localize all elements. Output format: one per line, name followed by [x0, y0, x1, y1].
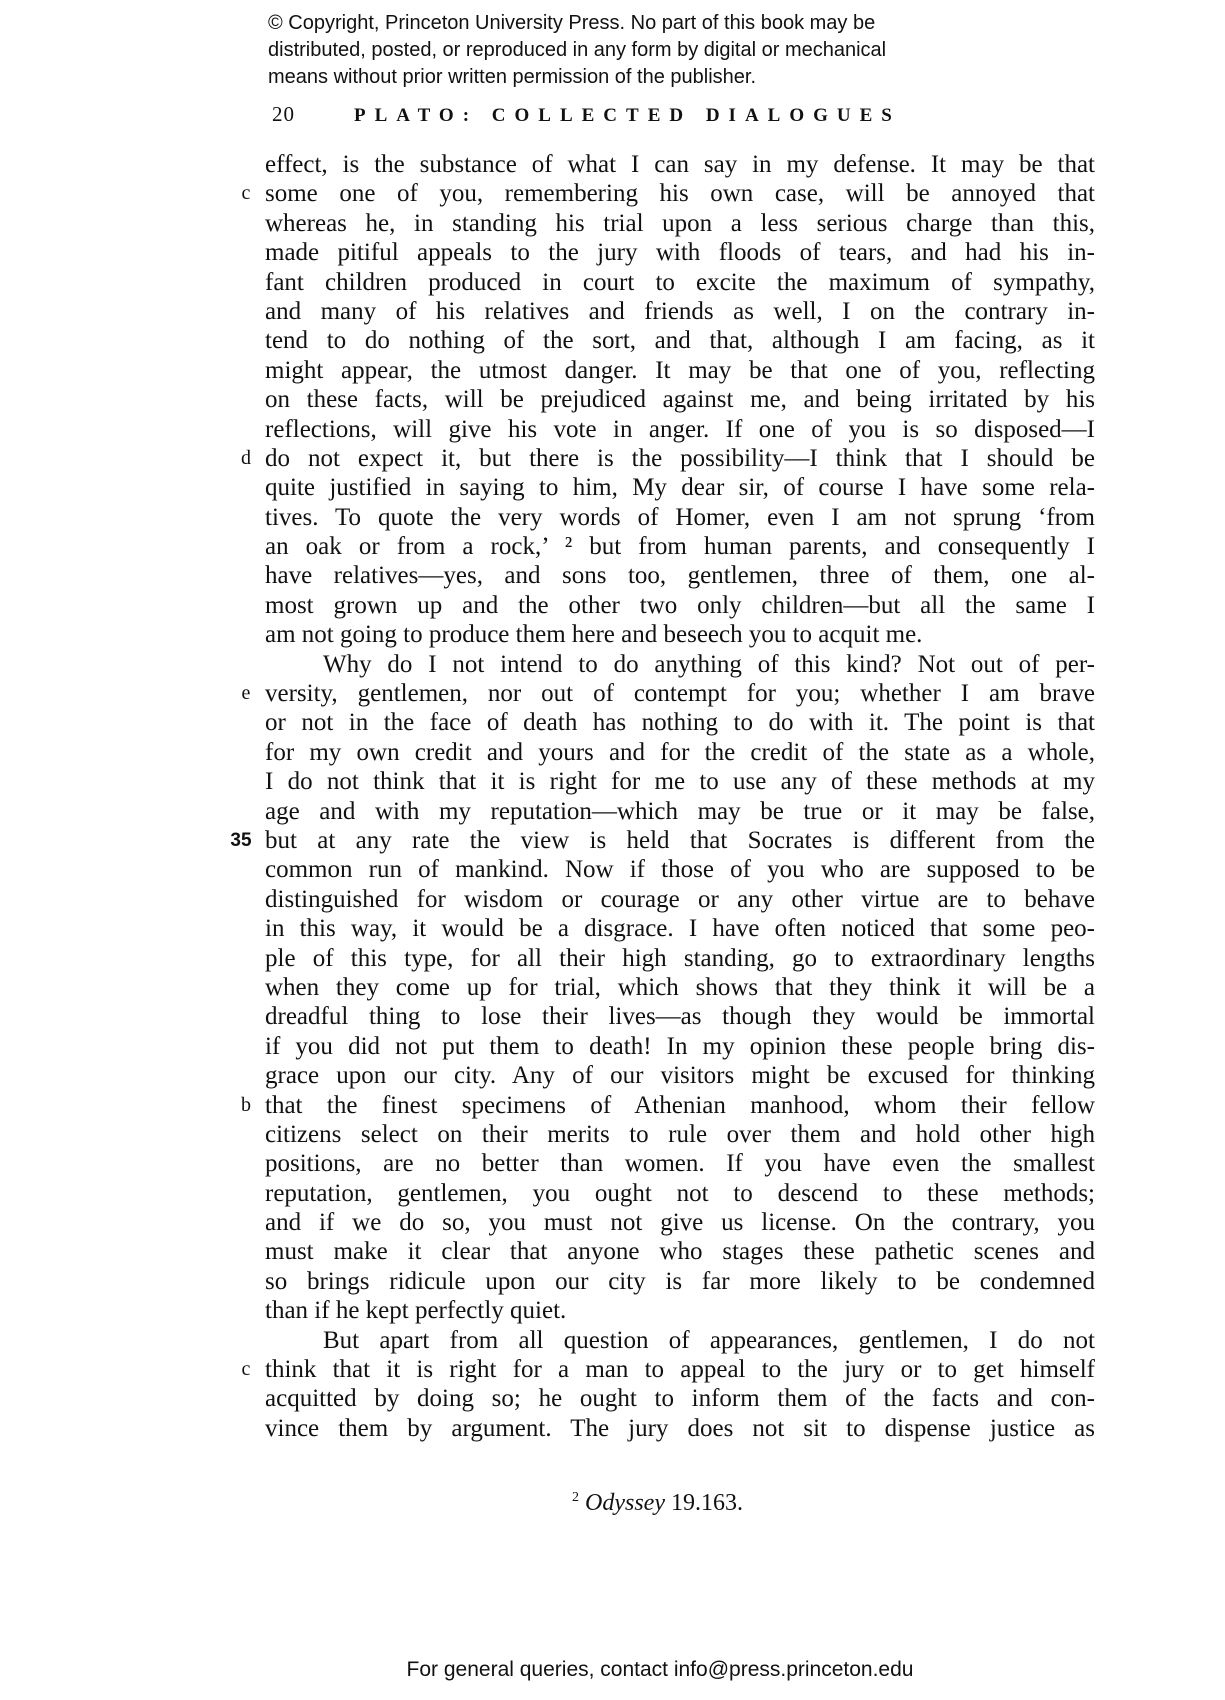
line-text: on these facts, will be prejudiced against me, and being irritated by his [265, 386, 1095, 414]
line-text: in this way, it would be a disgrace. I have often noticed that some peo- [265, 915, 1095, 943]
text-line [0, 326, 1225, 355]
text-line [0, 1002, 1225, 1031]
text-line [0, 1237, 1225, 1266]
text-line [0, 503, 1225, 532]
line-text: and many of his relatives and friends as well, I on the contrary in- [265, 297, 1095, 325]
line-text: vince them by argument. The jury does not sit to dispense justice as [265, 1414, 1095, 1442]
text-line [0, 591, 1225, 620]
line-text: for my own credit and yours and for the credit of the state as a whole, [265, 738, 1095, 766]
line-text: reputation, gentlemen, you ought not to descend to these methods; [265, 1179, 1095, 1207]
text-line [0, 1061, 1225, 1090]
section-marker: b [241, 1093, 251, 1116]
section-marker: c [241, 1358, 251, 1381]
line-text: acquitted by doing so; he ought to inform them of the facts and con- [265, 1385, 1095, 1413]
text-line [0, 708, 1225, 737]
text-line [0, 532, 1225, 561]
text-line [0, 944, 1225, 973]
text-line [0, 1296, 1225, 1325]
line-text: reflections, will give his vote in anger. If one of you is so disposed—I [265, 415, 1095, 443]
footnote-reference: 19.163. [670, 1490, 743, 1516]
text-line [0, 1414, 1225, 1443]
text-line [0, 1208, 1225, 1237]
line-text: fant children produced in court to excite the maximum of sympathy, [265, 268, 1095, 296]
line-text: positions, are no better than women. If you have even the smallest [265, 1150, 1095, 1178]
text-line [0, 1384, 1225, 1413]
line-text: must make it clear that anyone who stages these pathetic scenes and [265, 1238, 1095, 1266]
text-line [0, 238, 1225, 267]
text-line [0, 209, 1225, 238]
line-text: But apart from all question of appearances, gentlemen, I do not [323, 1326, 1095, 1354]
section-marker: d [241, 446, 251, 469]
text-line [0, 797, 1225, 826]
copyright-line: distributed, posted, or reproduced in any form by digital or mechanical [268, 39, 887, 61]
page-number: 20 [272, 102, 295, 126]
text-line [0, 767, 1225, 796]
text-line [0, 561, 1225, 590]
text-line [0, 650, 1225, 679]
line-text: or not in the face of death has nothing to do with it. The point is that [265, 709, 1095, 737]
text-line [0, 855, 1225, 884]
line-text: most grown up and the other two only children—but all the same I [265, 591, 1095, 619]
line-text: am not going to produce them here and beseech you to acquit me. [265, 621, 923, 649]
line-text: ple of this type, for all their high standing, go to extraordinary lengths [265, 944, 1095, 972]
contact-line: For general queries, contact info@press.princeton.edu [406, 1658, 914, 1681]
line-text: made pitiful appeals to the jury with floods of tears, and had his in- [265, 239, 1095, 267]
line-text: common run of mankind. Now if those of you who are supposed to be [265, 856, 1095, 884]
line-text: some one of you, remembering his own case, will be annoyed that [265, 180, 1095, 208]
text-line [0, 444, 1225, 473]
text-line [0, 738, 1225, 767]
text-line [0, 473, 1225, 502]
copyright-line: means without prior written permission of the publisher. [268, 66, 757, 88]
text-line [0, 1355, 1225, 1384]
line-text: that the finest specimens of Athenian manhood, whom their fellow [265, 1091, 1095, 1119]
text-line [0, 297, 1225, 326]
text-line [0, 415, 1225, 444]
text-line [0, 973, 1225, 1002]
text-line [0, 356, 1225, 385]
line-text: Why do I not intend to do anything of this kind? Not out of per- [323, 650, 1095, 678]
line-text: have relatives—yes, and sons too, gentlemen, three of them, one al- [265, 562, 1095, 590]
line-text: tend to do nothing of the sort, and that, although I am facing, as it [265, 327, 1095, 355]
section-marker: c [241, 182, 251, 205]
text-line [0, 1179, 1225, 1208]
text-line [0, 1326, 1225, 1355]
line-text: citizens select on their merits to rule over them and hold other high [265, 1120, 1095, 1148]
text-line [0, 914, 1225, 943]
line-text: an oak or from a rock,’ ² but from human parents, and consequently I [265, 533, 1095, 561]
line-number: 35 [230, 829, 252, 851]
text-line [0, 268, 1225, 297]
running-head [272, 102, 901, 127]
line-text: if you did not put them to death! In my opinion these people bring dis- [265, 1032, 1095, 1060]
footnote-marker: 2 [572, 1490, 580, 1505]
footnote [0, 1490, 1225, 1517]
line-text: than if he kept perfectly quiet. [265, 1297, 567, 1325]
line-text: quite justified in saying to him, My dear sir, of course I have some rela- [265, 474, 1095, 502]
text-line [0, 826, 1225, 855]
line-text: I do not think that it is right for me to use any of these methods at my [265, 768, 1095, 796]
body-text [0, 150, 1225, 1443]
book-title: PLATO: COLLECTED DIALOGUES [354, 105, 901, 126]
line-text: and if we do so, you must not give us license. On the contrary, you [265, 1209, 1095, 1237]
line-text: might appear, the utmost danger. It may be that one of you, reflecting [265, 356, 1095, 384]
text-line [0, 150, 1225, 179]
text-line [0, 1032, 1225, 1061]
copyright-line: © Copyright, Princeton University Press. No part of this book may be [268, 12, 876, 34]
text-line [0, 620, 1225, 649]
text-line [0, 1120, 1225, 1149]
text-line [0, 179, 1225, 208]
line-text: dreadful thing to lose their lives—as though they would be immortal [265, 1003, 1095, 1031]
text-line [0, 1149, 1225, 1178]
text-line [0, 885, 1225, 914]
line-text: so brings ridicule upon our city is far more likely to be condemned [265, 1267, 1095, 1295]
line-text: do not expect it, but there is the possibility—I think that I should be [265, 444, 1095, 472]
line-text: age and with my reputation—which may be true or it may be false, [265, 797, 1095, 825]
text-line [0, 1091, 1225, 1120]
footnote-work: Odyssey [585, 1490, 665, 1516]
copyright-notice [268, 10, 1068, 91]
line-text: when they come up for trial, which shows that they think it will be a [265, 973, 1095, 1001]
line-text: whereas he, in standing his trial upon a less serious charge than this, [265, 209, 1095, 237]
text-line [0, 1267, 1225, 1296]
section-marker: e [241, 682, 251, 705]
line-text: grace upon our city. Any of our visitors might be excused for thinking [265, 1062, 1095, 1090]
line-text: distinguished for wisdom or courage or any other virtue are to behave [265, 885, 1095, 913]
line-text: tives. To quote the very words of Homer, even I am not sprung ‘from [265, 503, 1095, 531]
line-text: think that it is right for a man to appeal to the jury or to get himself [265, 1356, 1095, 1384]
line-text: versity, gentlemen, nor out of contempt for you; whether I am brave [265, 680, 1095, 708]
text-line [0, 679, 1225, 708]
line-text: but at any rate the view is held that Socrates is different from the [265, 826, 1095, 854]
line-text: effect, is the substance of what I can say in my defense. It may be that [265, 151, 1095, 178]
text-line [0, 385, 1225, 414]
